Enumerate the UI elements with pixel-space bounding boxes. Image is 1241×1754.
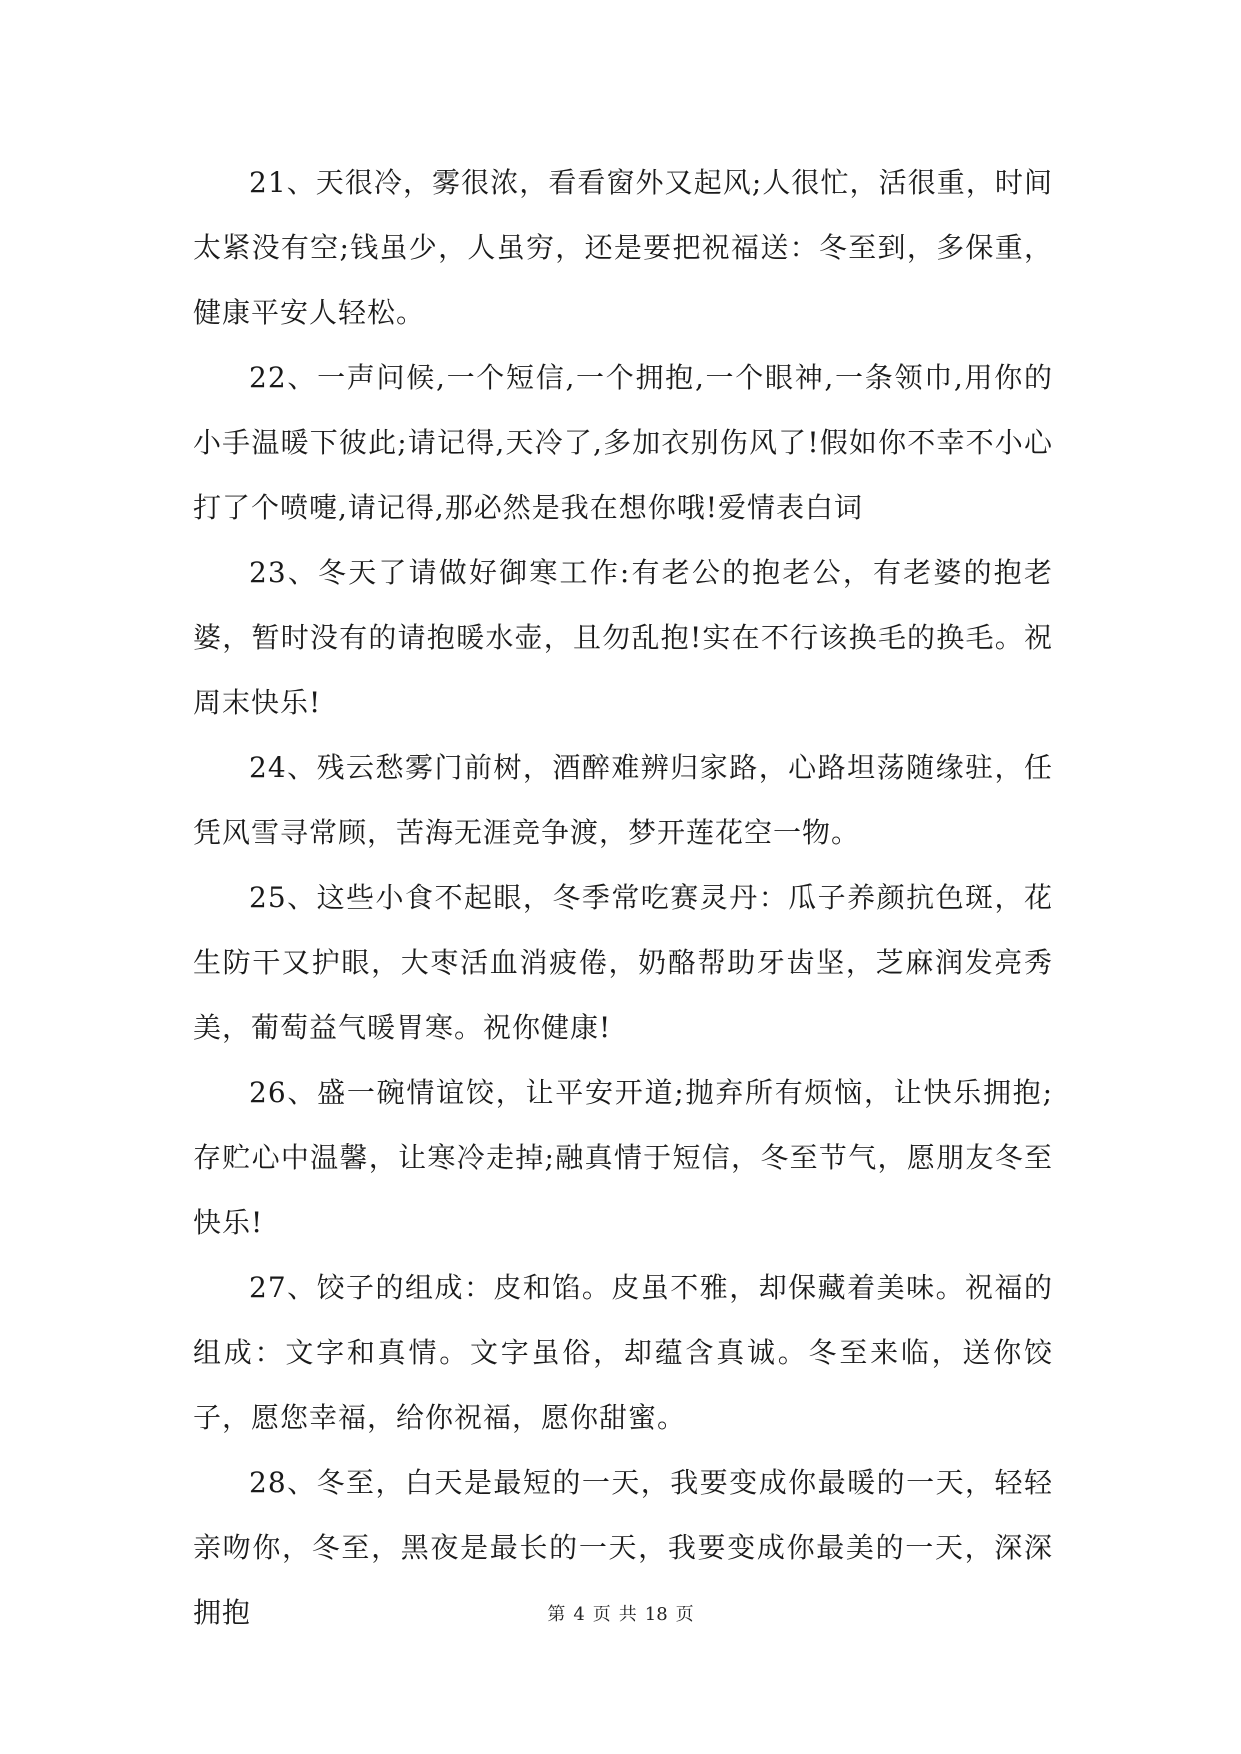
- paragraph-23: 23、冬天了请做好御寒工作:有老公的抱老公，有老婆的抱老婆，暂时没有的请抱暖水壶，且勿乱抱!实在不行该换毛的换毛。祝周末快乐!: [193, 556, 1053, 719]
- footer-total-pages: 18: [644, 1604, 668, 1625]
- paragraph-28: 28、冬至，白天是最短的一天，我要变成你最暖的一天，轻轻亲吻你，冬至，黑夜是最长的一天，我要变成你最美的一天，深深拥抱: [193, 1466, 1053, 1629]
- footer-label-ye: 页: [592, 1604, 611, 1625]
- footer-label-ye2: 页: [675, 1604, 694, 1625]
- paragraph-24: 24、残云愁雾门前树，酒醉难辨归家路，心路坦荡随缘驻，任凭风雪寻常顾，苦海无涯竞争渡，梦开莲花空一物。: [193, 751, 1053, 849]
- paragraph-26: 26、盛一碗情谊饺，让平安开道;抛弃所有烦恼，让快乐拥抱;存贮心中温馨，让寒冷走掉;融真情于短信，冬至节气，愿朋友冬至快乐!: [193, 1076, 1053, 1239]
- page-footer: [0, 1600, 1241, 1626]
- paragraph-22: 22、一声问候,一个短信,一个拥抱,一个眼神,一条领巾,用你的小手温暖下彼此;请记得,天冷了,多加衣别伤风了!假如你不幸不小心打了个喷嚏,请记得,那必然是我在想你哦!爱情表白词: [193, 361, 1053, 524]
- footer-label-di: 第: [547, 1604, 566, 1625]
- footer-label-gong: 共: [618, 1604, 637, 1625]
- paragraph-21: 21、天很冷，雾很浓，看看窗外又起风;人很忙，活很重，时间太紧没有空;钱虽少，人虽穷，还是要把祝福送：冬至到，多保重，健康平安人轻松。: [193, 166, 1053, 329]
- paragraph-27: 27、饺子的组成：皮和馅。皮虽不雅，却保藏着美味。祝福的组成：文字和真情。文字虽俗，却蕴含真诚。冬至来临，送你饺子，愿您幸福，给你祝福，愿你甜蜜。: [193, 1271, 1053, 1434]
- document-body: [193, 150, 1053, 1645]
- footer-current-page: 4: [573, 1604, 585, 1625]
- paragraph-25: 25、这些小食不起眼，冬季常吃赛灵丹：瓜子养颜抗色斑，花生防干又护眼，大枣活血消疲倦，奶酪帮助牙齿坚，芝麻润发亮秀美，葡萄益气暖胃寒。祝你健康!: [193, 881, 1053, 1044]
